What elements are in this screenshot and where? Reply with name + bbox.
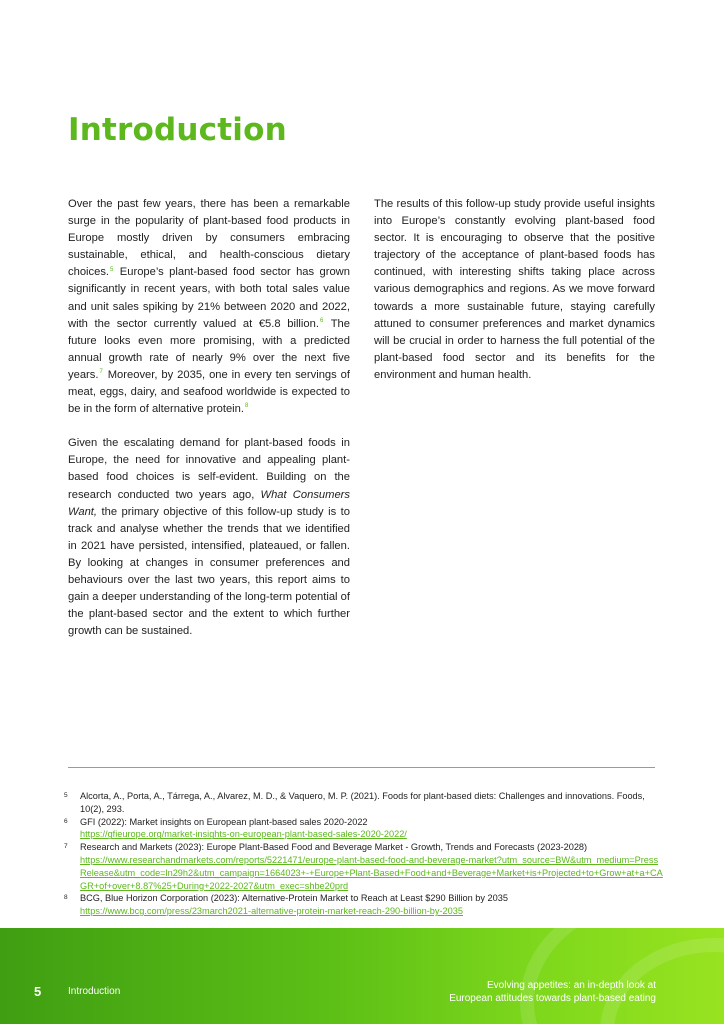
report-title-emphasis: What Consumers Want, bbox=[68, 488, 350, 518]
footer-tagline bbox=[449, 979, 656, 1005]
left-column bbox=[68, 196, 350, 657]
footnote-link[interactable]: https://gfieurope.org/market-insights-on-european-plant-based-sales-2020-2022/ bbox=[80, 829, 407, 840]
footnote bbox=[64, 892, 664, 918]
paragraph-text: the primary objective of this follow-up study is to track and analyse whether the trends that we identified in 2021 have persisted, intensified, plateaued, or fallen. By looking at changes in consumer preferences and behaviours over the last two years, this report aims to gain a deeper understanding of the long-term potential of the plant-based sector and the extent to which further growth can be sustained. bbox=[68, 505, 350, 638]
paragraph-text: Moreover, by 2035, one in every ten servings of meat, eggs, dairy, and seafood worldwide is expected to be in the form of alternative protein. bbox=[68, 368, 350, 416]
footnote-link[interactable]: https://www.bcg.com/press/23march2021-alternative-protein-market-reach-290-billion-by-2035 bbox=[80, 906, 463, 917]
paragraph bbox=[68, 196, 350, 418]
footnote-ref[interactable]: 7 bbox=[99, 369, 103, 376]
paragraph-text: Given the escalating demand for plant-based foods in Europe, the need for innovative and appealing plant-based food choices is self-evident. Building on the research conducted two years ago, bbox=[68, 437, 350, 501]
page-title: Introduction bbox=[68, 112, 287, 148]
footnote bbox=[64, 816, 664, 842]
footnote-divider bbox=[68, 767, 655, 768]
footer-section-label: Introduction bbox=[68, 986, 121, 997]
footnote-text: GFI (2022): Market insights on European plant-based sales 2020-2022 bbox=[80, 816, 368, 827]
paragraph: The results of this follow-up study provide useful insights into Europe’s constantly evolving plant-based food sector. It is encouraging to observe that the positive trajectory of the acceptance of plant-based foods has continued, with interesting shifts taking place across various demographics and regions. As we move forward towards a more sustainable future, staying carefully attuned to consumer preferences and market dynamics will be crucial in order to harness the full potential of the plant-based food sector and its benefits for the environment and human health. bbox=[374, 198, 655, 381]
footnote-link[interactable]: https://www.researchandmarkets.com/reports/5221471/europe-plant-based-food-and-beverage-market?utm_source=BW&utm_medium=PressRelease&utm_code=ln29h2&utm_campaign=1664023+-+Europe+Plant-Based+Food+and+Beverage+Market+is+Projected+to+Grow+at+a+CAGR+of+over+8.87%25+During+2022-2027&utm_exec=shbe20prd bbox=[80, 854, 663, 891]
footer-tagline-line: European attitudes towards plant-based eating bbox=[449, 993, 656, 1004]
footnote-number: 6 bbox=[64, 817, 68, 825]
footer-tagline-line: Evolving appetites: an in-depth look at bbox=[487, 980, 656, 991]
footnote-text: Research and Markets (2023): Europe Plant-Based Food and Beverage Market - Growth, Trends and Forecasts (2023-2028) bbox=[80, 842, 588, 853]
footnote-text: BCG, Blue Horizon Corporation (2023): Alternative-Protein Market to Reach at Least $290 Billion by 2035 bbox=[80, 893, 508, 904]
footnote-number: 5 bbox=[64, 792, 68, 799]
paragraph-text: The future looks even more promising, with a predicted annual growth rate of nearly 9% over the next five years. bbox=[68, 317, 350, 381]
footnote-number: 7 bbox=[64, 843, 68, 851]
footnote-text: Alcorta, A., Porta, A., Tárrega, A., Alvarez, M. D., & Vaquero, M. P. (2021). Foods for plant-based diets: Challenges and innovations. Foods, 10(2), 293. bbox=[80, 791, 645, 814]
page-number: 5 bbox=[34, 984, 42, 999]
right-column bbox=[374, 196, 655, 401]
footnote bbox=[64, 790, 664, 816]
paragraph bbox=[68, 435, 350, 640]
footnote-ref[interactable]: 8 bbox=[245, 403, 249, 410]
footnote-ref[interactable]: 6 bbox=[319, 317, 324, 324]
paragraph-text: Europe’s plant-based food sector has grown significantly in recent years, with both total sales value and unit sales spiking by 21% between 2020 and 2022, with the sector currently valued at €5.8 billion. bbox=[68, 266, 350, 330]
paragraph-text: Over the past few years, there has been a remarkable surge in the popularity of plant-based food products in Europe mostly driven by consumers embracing sustainable, ethical, and health-conscious dietary choices. bbox=[68, 198, 350, 279]
footnote-ref[interactable]: 5 bbox=[110, 266, 114, 273]
page-footer bbox=[0, 928, 724, 1024]
footnote-number: 8 bbox=[64, 894, 68, 902]
footnotes bbox=[64, 790, 664, 918]
footnote bbox=[64, 841, 664, 892]
